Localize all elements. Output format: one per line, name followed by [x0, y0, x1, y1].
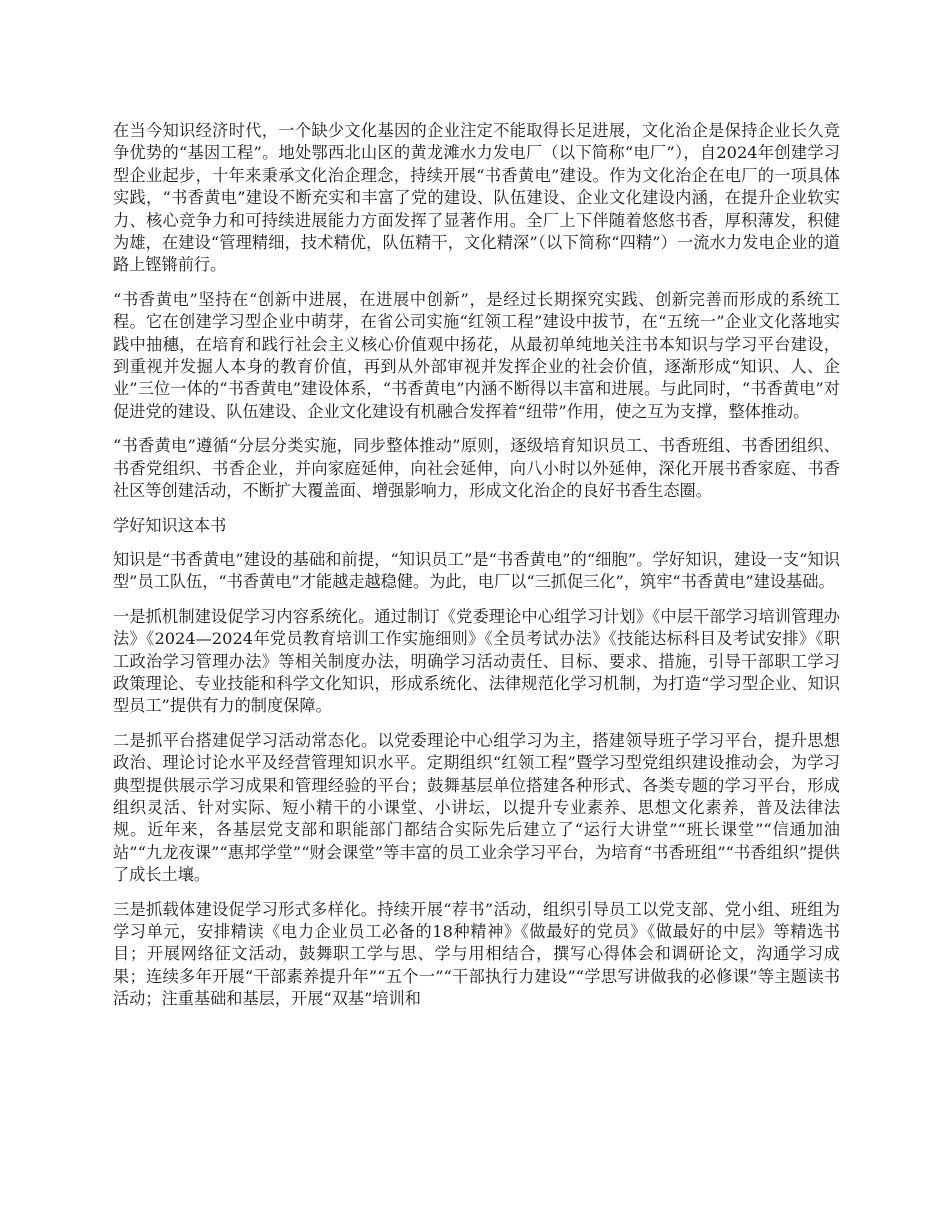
paragraph-intro: 在当今知识经济时代，一个缺少文化基因的企业注定不能取得长足进展，文化治企是保持企业长久竞争优势的“基因工程”。地处鄂西北山区的黄龙滩水力发电厂（以下简称“电厂”），自2024年创建学习型企业起步，十年来秉承文化治企理念，持续开展“书香黄电”建设。作为文化治企在电厂的一项具体实践，“书香黄电”建设不断充实和丰富了党的建设、队伍建设、企业文化建设内涵，在提升企业软实力、核心竞争力和可持续进展能力方面发挥了显著作用。全厂上下伴随着悠悠书香，厚积薄发，积健为雄，在建设“管理精细，技术精优，队伍精干，文化精深”（以下简称“四精”）一流水力发电企业的道路上铿锵前行。 [113, 121, 840, 275]
paragraph-mechanism: 一是抓机制建设促学习内容系统化。通过制订《党委理论中心组学习计划》《中层干部学习培训管理办法》《2024—2024年党员教育培训工作实施细则》《全员考试办法》《技能达标科目及考试安排》《职工政治学习管理办法》等相关制度办法，明确学习活动责任、目标、要求、措施，引导干部职工学习政策理论、专业技能和科学文化知识，形成系统化、法律规范化学习机制，为打造“学习型企业、知识型员工”提供有力的制度保障。 [113, 606, 840, 716]
paragraph-platform: 二是抓平台搭建促学习活动常态化。以党委理论中心组学习为主，搭建领导班子学习平台，提升思想政治、理论讨论水平及经营管理知识水平。定期组织“红领工程”暨学习型党组织建设推动会，为学习典型提供展示学习成果和管理经验的平台；鼓舞基层单位搭建各种形式、各类专题的学习平台，形成组织灵活、针对实际、短小精干的小课堂、小讲坛，以提升专业素养、思想文化素养，普及法律法规。近年来，各基层党支部和职能部门都结合实际先后建立了“运行大讲堂”“班长课堂”“信通加油站”“九龙夜课”“惠邦学堂”“财会课堂”等丰富的员工业余学习平台，为培育“书香班组”“书香组织”提供了成长土壤。 [113, 730, 840, 885]
paragraph-knowledge: 知识是“书香黄电”建设的基础和前提，“知识员工”是“书香黄电”的“细胞”。学好知识，建设一支“知识型”员工队伍，“书香黄电”才能越走越稳健。为此，电厂以“三抓促三化”，筑牢“书香黄电”建设基础。 [113, 549, 840, 592]
document-body [113, 120, 840, 1023]
paragraph-development: “书香黄电”坚持在“创新中进展，在进展中创新”，是经过长期探究实践、创新完善而形成的系统工程。它在创建学习型企业中萌芽，在省公司实施“红领工程”建设中拔节，在“五统一”企业文化落地实践中抽穗，在培育和践行社会主义核心价值观中扬花，从最初单纯地关注书本知识与学习平台建设，到重视并发掘人本身的教育价值，再到从外部审视并发挥企业的社会价值，逐渐形成“知识、人、企业”三位一体的“书香黄电”建设体系，“书香黄电”内涵不断得以丰富和进展。与此同时，“书香黄电”对促进党的建设、队伍建设、企业文化建设有机融合发挥着“纽带”作用，使之互为支撑，整体推动。 [113, 289, 840, 421]
section-heading: 学好知识这本书 [113, 515, 227, 535]
paragraph-carrier: 三是抓载体建设促学习形式多样化。持续开展“荐书”活动，组织引导员工以党支部、党小组、班组为学习单元，安排精读《电力企业员工必备的18种精神》《做最好的党员》《做最好的中层》等精选书目；开展网络征文活动，鼓舞职工学与思、学与用相结合，撰写心得体会和调研论文，沟通学习成果；连续多年开展“干部素养提升年”“五个一”“干部执行力建设”“学思写讲做我的必修课”等主题读书活动；注重基础和基层，开展“双基”培训和 [113, 899, 840, 1009]
paragraph-principle: “书香黄电”遵循“分层分类实施，同步整体推动”原则，逐级培育知识员工、书香班组、书香团组织、书香党组织、书香企业，并向家庭延伸，向社会延伸，向八小时以外延伸，深化开展书香家庭、书香社区等创建活动，不断扩大覆盖面、增强影响力，形成文化治企的良好书香生态圈。 [113, 436, 840, 501]
